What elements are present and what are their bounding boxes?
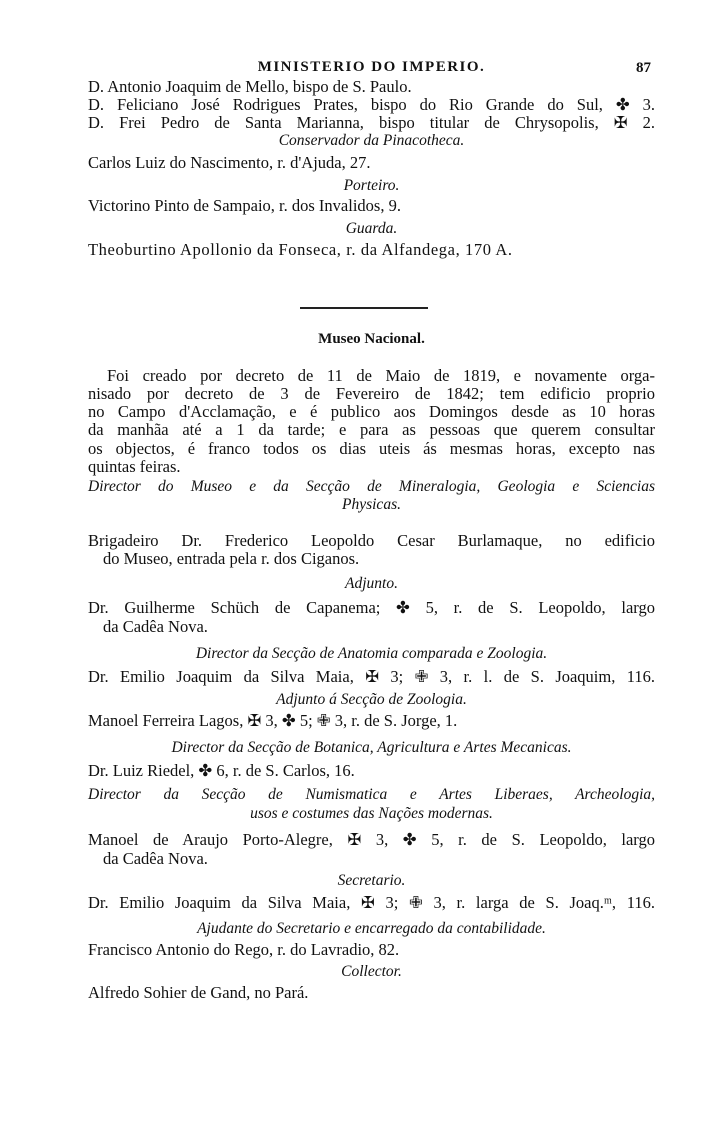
text-line: Victorino Pinto de Sampaio, r. dos Invalidos, 9. (88, 196, 401, 215)
office-heading: Director da Secção de Botanica, Agricultura e Artes Mecanicas. (171, 739, 572, 756)
office-heading: Conservador da Pinacotheca. (278, 132, 465, 149)
office-heading: Collector. (341, 963, 402, 980)
text-line: da Cadêa Nova. (103, 849, 208, 868)
text-line: do Museo, entrada pela r. dos Ciganos. (103, 549, 360, 568)
paragraph-line: no Campo d'Acclamação, e é publico aos Domingos desde as 10 horas (88, 402, 655, 421)
text-line: Dr. Guilherme Schüch de Capanema; ✤ 5, r. de S. Leopoldo, largo (88, 598, 655, 617)
paragraph-line: nisado por decreto de 3 de Fevereiro de 1842; tem edificio proprio (88, 384, 655, 403)
paragraph-line: os objectos, é franco todos os dias uteis ás mesmas horas, excepto nas (88, 439, 655, 458)
office-heading: Physicas. (342, 496, 401, 513)
running-header: MINISTERIO DO IMPERIO. (257, 59, 486, 75)
text-line: D. Frei Pedro de Santa Marianna, bispo titular de Chrysopolis, ✠ 2. (88, 113, 655, 132)
page-number: 87 (636, 60, 651, 76)
office-heading: Director da Secção de Numismatica e Artes Liberaes, Archeologia, (88, 786, 655, 803)
paragraph-line: da manhãa até a 1 da tarde; e para as pessoas que querem consultar (88, 420, 655, 439)
text-line: Theoburtino Apollonio da Fonseca, r. da Alfandega, 170 A. (88, 240, 513, 259)
text-line: da Cadêa Nova. (103, 617, 208, 636)
text-line: Alfredo Sohier de Gand, no Pará. (88, 983, 309, 1002)
section-title: Museo Nacional. (318, 331, 425, 347)
text-line: Manoel de Araujo Porto-Alegre, ✠ 3, ✤ 5, r. de S. Leopoldo, largo (88, 830, 655, 849)
text-line: Dr. Emilio Joaquim da Silva Maia, ✠ 3; ✙ 3, r. l. de S. Joaquim, 116. (88, 667, 655, 686)
office-heading: Secretario. (337, 872, 406, 889)
text-line: Dr. Luiz Riedel, ✤ 6, r. de S. Carlos, 16. (88, 761, 355, 780)
text-line: D. Antonio Joaquim de Mello, bispo de S. Paulo. (88, 77, 412, 96)
text-line: Brigadeiro Dr. Frederico Leopoldo Cesar Burlamaque, no edificio (88, 531, 655, 550)
office-heading: Ajudante do Secretario e encarregado da contabilidade. (197, 920, 546, 937)
office-heading: Adjunto á Secção de Zoologia. (276, 691, 467, 708)
office-heading: Guarda. (345, 220, 398, 237)
text-line: Francisco Antonio do Rego, r. do Lavradio, 82. (88, 940, 400, 959)
paragraph-line: Foi creado por decreto de 11 de Maio de 1819, e novamente orga- (107, 366, 655, 385)
text-line: Manoel Ferreira Lagos, ✠ 3, ✤ 5; ✙ 3, r. de S. Jorge, 1. (88, 711, 458, 730)
text-line: Carlos Luiz do Nascimento, r. d'Ajuda, 27. (88, 153, 371, 172)
section-divider (300, 307, 428, 309)
office-heading: Porteiro. (343, 177, 400, 194)
office-heading: Adjunto. (345, 575, 398, 592)
text-line: D. Feliciano José Rodrigues Prates, bispo do Rio Grande do Sul, ✤ 3. (88, 95, 655, 114)
text-line: Dr. Emilio Joaquim da Silva Maia, ✠ 3; ✙ 3, r. larga de S. Joaq.ᵐ, 116. (88, 893, 655, 912)
office-heading: Director do Museo e da Secção de Mineralogia, Geologia e Sciencias (88, 478, 655, 495)
paragraph-line: quintas feiras. (88, 457, 181, 476)
office-heading: Director da Secção de Anatomia comparada e Zoologia. (195, 645, 548, 662)
office-heading: usos e costumes das Nações modernas. (250, 805, 493, 822)
